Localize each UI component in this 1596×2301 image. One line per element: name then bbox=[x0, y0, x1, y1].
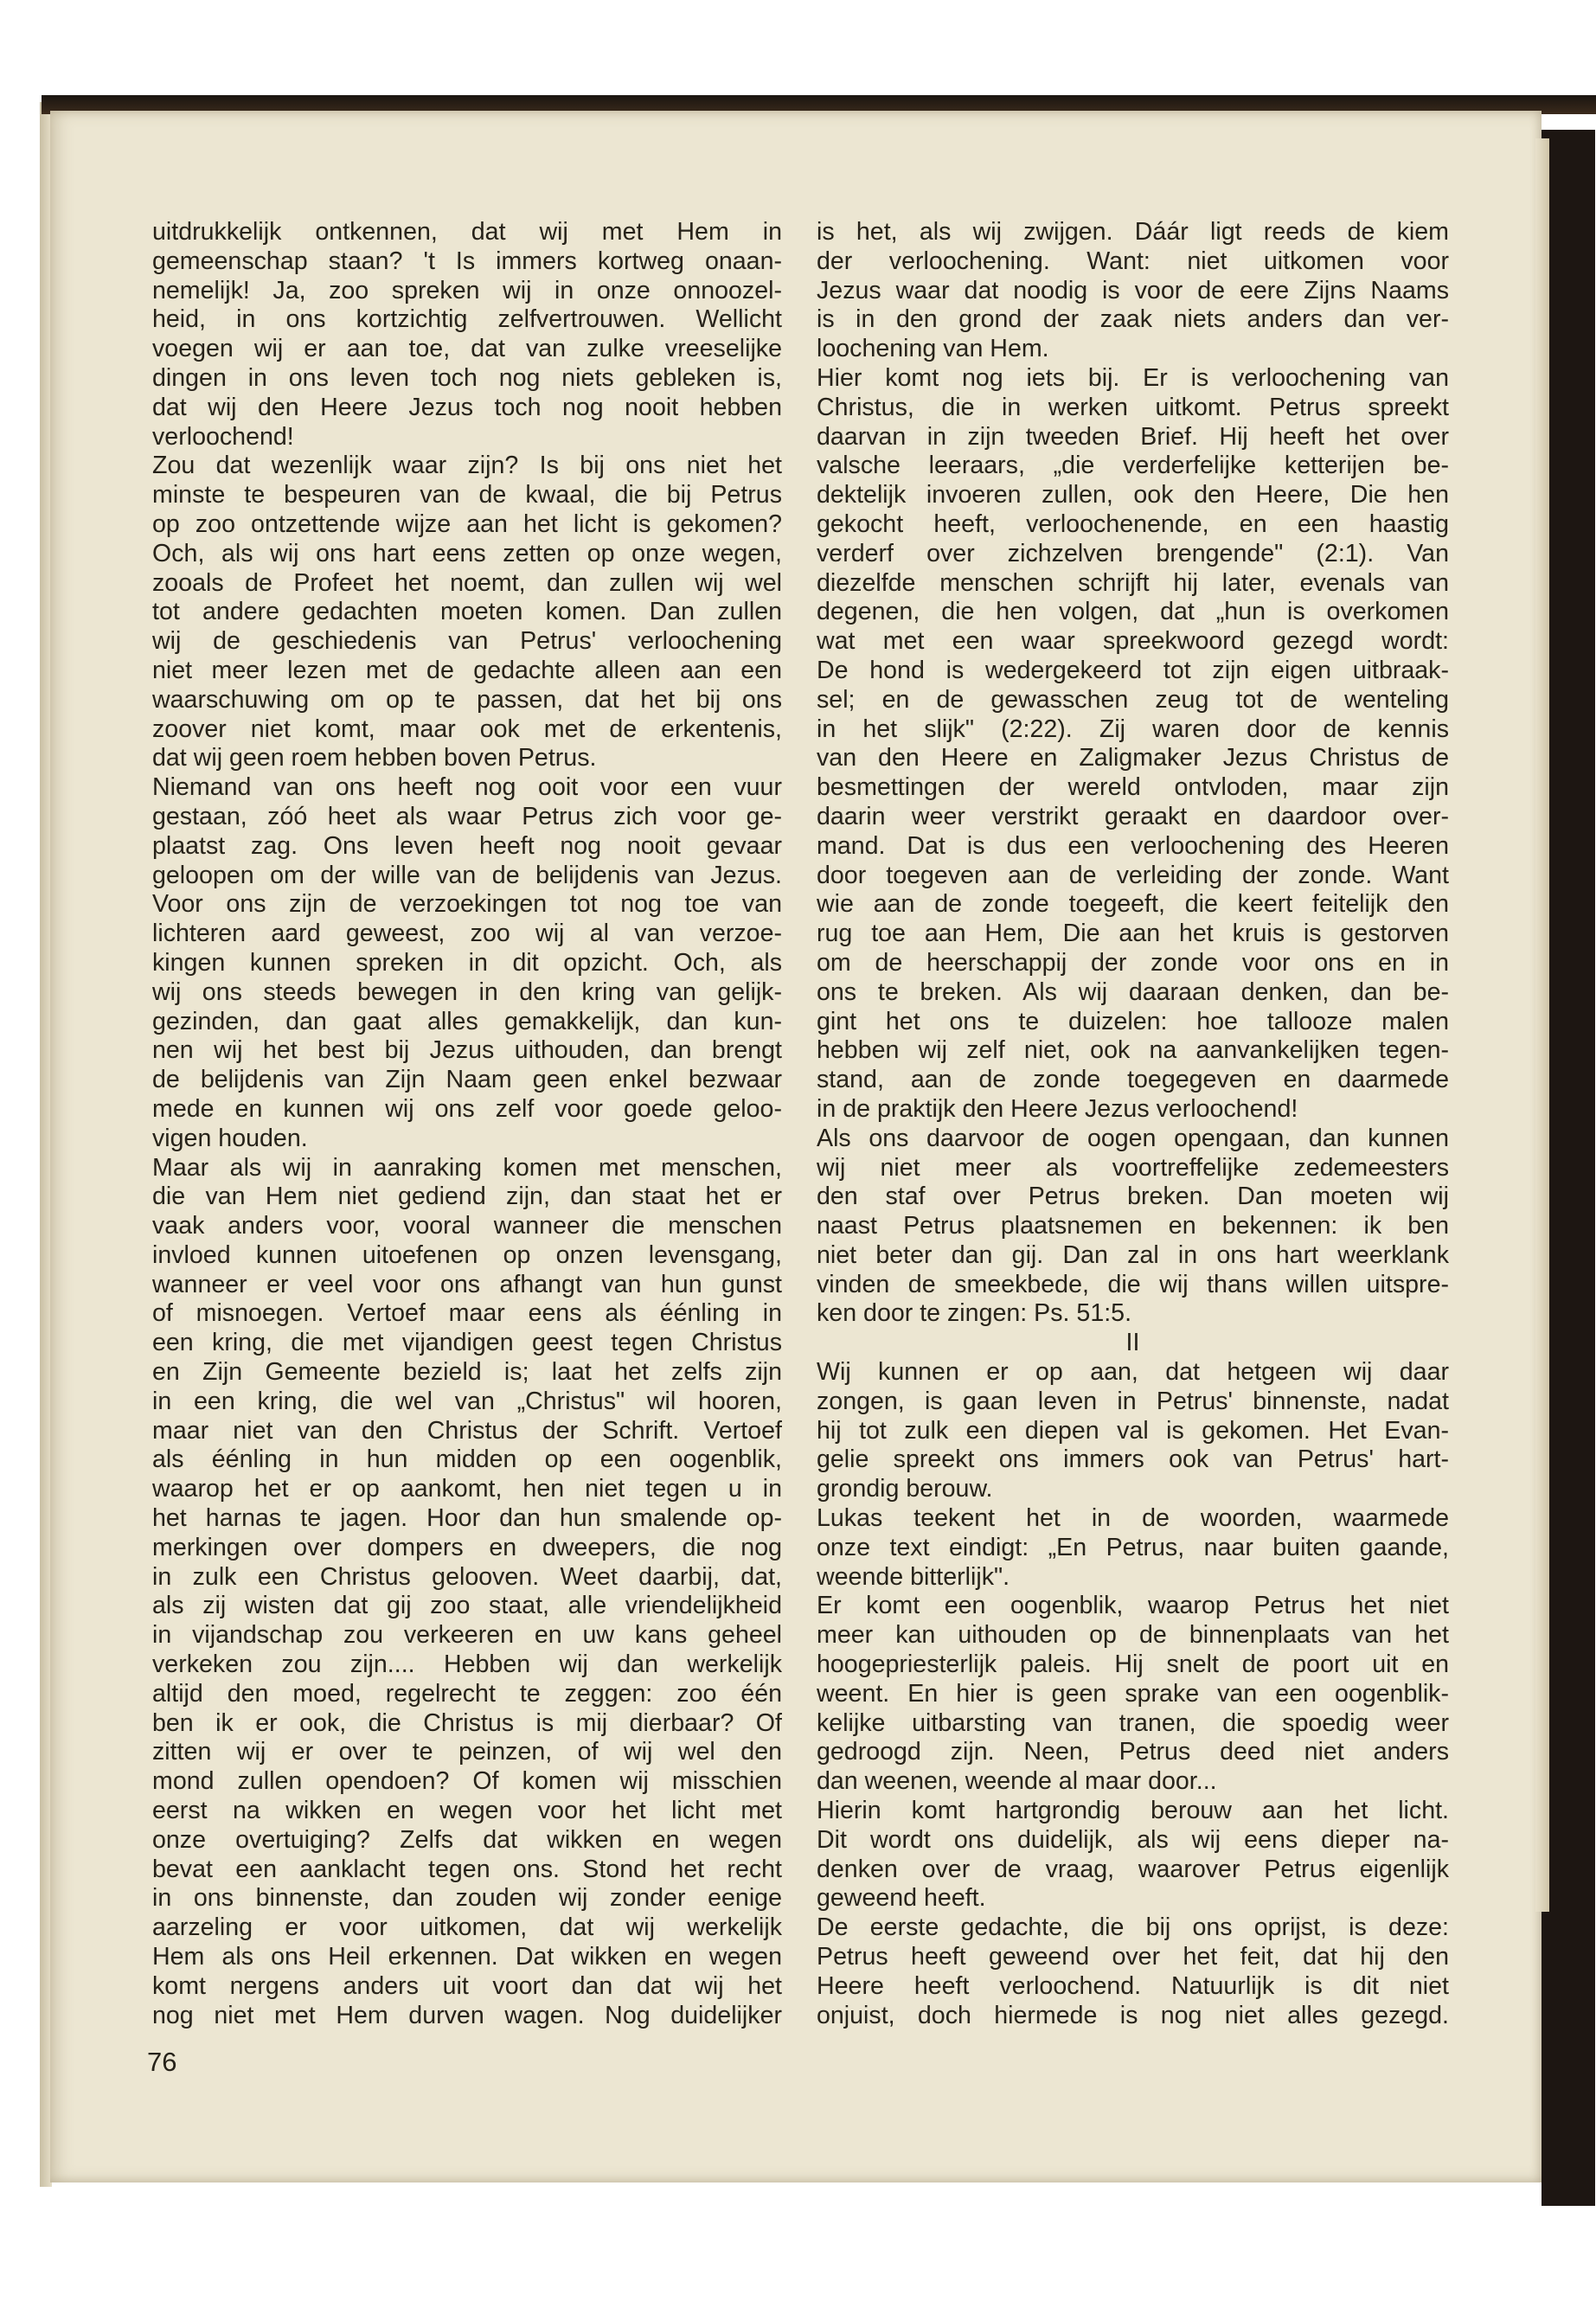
text-line: gelie spreekt ons immers ook van Petrus' hart- bbox=[817, 1445, 1449, 1474]
text-line: Zou dat wezenlijk waar zijn? Is bij ons niet het bbox=[152, 452, 782, 480]
text-line: niet beter dan gij. Dan zal in ons hart weerklank bbox=[817, 1240, 1449, 1269]
text-line: onze overtuiging? Zelfs dat wikken en wegen bbox=[152, 1825, 782, 1854]
text-line: wij ons steeds bewegen in den kring van gelijk- bbox=[152, 977, 782, 1006]
text-line: der verloochening. Want: niet uitkomen voor bbox=[817, 247, 1449, 275]
text-line: nen wij het best bij Jezus uithouden, dan brengt bbox=[152, 1036, 782, 1065]
text-line: in vijandschap zou verkeeren en uw kans geheel bbox=[152, 1621, 782, 1650]
text-line: weent. En hier is geen sprake van een oogenblik- bbox=[817, 1679, 1449, 1708]
text-line: zoover niet komt, maar ook met de erkentenis, bbox=[152, 715, 782, 743]
text-line: grondig berouw. bbox=[817, 1475, 993, 1503]
text-line: verderf over zichzelven brengende" (2:1). Van bbox=[817, 539, 1449, 567]
text-line: gedroogd zijn. Neen, Petrus deed niet anders bbox=[817, 1738, 1449, 1766]
text-line: besmettingen der wereld ontvloden, maar zijn bbox=[817, 773, 1449, 802]
text-line: Petrus heeft geweend over het feit, dat hij den bbox=[817, 1943, 1449, 1971]
text-line: merkingen over dompers en dweepers, die nog bbox=[152, 1533, 782, 1561]
text-line: uitdrukkelijk ontkennen, dat wij met Hem in bbox=[152, 218, 782, 246]
text-line: zooals de Profeet het noemt, dan zullen wij wel bbox=[152, 568, 782, 597]
text-line: degenen, die hen volgen, dat „hun is overkomen bbox=[817, 598, 1449, 626]
right-text-column bbox=[817, 218, 1449, 2030]
text-line: verkeken zou zijn.... Hebben wij dan werkelijk bbox=[152, 1650, 782, 1679]
text-line: niet meer lezen met de gedachte alleen aan een bbox=[152, 656, 782, 684]
text-line: verloochend! bbox=[152, 422, 294, 451]
text-line: op zoo ontzettende wijze aan het licht is gekomen? bbox=[152, 510, 782, 538]
text-line: Heere heeft verloochend. Natuurlijk is dit niet bbox=[817, 1971, 1449, 2000]
text-line: nemelijk! Ja, zoo spreken wij in onze onnoozel- bbox=[152, 276, 782, 304]
text-line: in de praktijk den Heere Jezus verloochend! bbox=[817, 1094, 1298, 1123]
text-line: die van Hem niet gediend zijn, dan staat het er bbox=[152, 1183, 782, 1211]
text-line: heid, in ons kortzichtig zelfvertrouwen. Wellicht bbox=[152, 305, 782, 334]
text-line: kelijke uitbarsting van tranen, die spoedig weer bbox=[817, 1708, 1449, 1737]
text-line: dat wij geen roem hebben boven Petrus. bbox=[152, 744, 597, 772]
text-line: tot andere gedachten moeten komen. Dan zullen bbox=[152, 598, 782, 626]
text-line: in zulk een Christus gelooven. Weet daarbij, dat, bbox=[152, 1562, 782, 1591]
text-line: Dit wordt ons duidelijk, als wij eens dieper na- bbox=[817, 1825, 1449, 1854]
text-line: wij niet meer als voortreffelijke zedemeesters bbox=[817, 1153, 1449, 1182]
text-line: Wij kunnen er op aan, dat hetgeen wij daar bbox=[817, 1358, 1449, 1387]
text-line: zitten wij er over te peinzen, of wij wel den bbox=[152, 1738, 782, 1766]
text-line: om de heerschappij der zonde voor ons en in bbox=[817, 948, 1449, 977]
text-line: bevat een aanklacht tegen ons. Stond het recht bbox=[152, 1855, 782, 1883]
text-line: daarin weer verstrikt geraakt en daardoor over- bbox=[817, 802, 1449, 830]
text-line: Als ons daarvoor de oogen opengaan, dan kunnen bbox=[817, 1124, 1449, 1152]
text-line: dan weenen, weende al maar door... bbox=[817, 1767, 1217, 1796]
text-line: vaak anders voor, vooral wanneer die menschen bbox=[152, 1212, 782, 1240]
text-line: Niemand van ons heeft nog ooit voor een vuur bbox=[152, 773, 782, 802]
text-line: is in den grond der zaak niets anders dan ver- bbox=[817, 305, 1449, 334]
text-line: dat wij den Heere Jezus toch nog nooit hebben bbox=[152, 393, 782, 421]
text-line: geloopen om der wille van de belijdenis van Jezus. bbox=[152, 861, 782, 889]
text-line: in een kring, die wel van „Christus" wil hooren, bbox=[152, 1387, 782, 1415]
text-line: is het, als wij zwijgen. Dáár ligt reeds de kiem bbox=[817, 218, 1449, 246]
text-line: lichteren aard geweest, zoo wij al van verzoe- bbox=[152, 920, 782, 948]
text-line: hoogepriesterlijk paleis. Hij snelt de poort uit en bbox=[817, 1650, 1449, 1679]
text-line: gezinden, dan gaat alles gemakkelijk, dan kun- bbox=[152, 1007, 782, 1035]
text-line: minste te bespeuren van de kwaal, die bij Petrus bbox=[152, 481, 782, 510]
text-line: denken over de vraag, waarover Petrus eigenlijk bbox=[817, 1855, 1449, 1883]
text-line: onjuist, doch hiermede is nog niet alles gezegd. bbox=[817, 2001, 1449, 2029]
text-line: dektelijk invoeren zullen, ook den Heere, Die hen bbox=[817, 481, 1449, 510]
text-line: Maar als wij in aanraking komen met menschen, bbox=[152, 1153, 782, 1182]
text-line: en Zijn Gemeente bezield is; laat het zelfs zijn bbox=[152, 1358, 782, 1387]
text-line: Hier komt nog iets bij. Er is verloochening van bbox=[817, 363, 1449, 392]
text-line: invloed kunnen uitoefenen op onzen levensgang, bbox=[152, 1240, 782, 1269]
text-line: nog niet met Hem durven wagen. Nog duidelijker bbox=[152, 2001, 782, 2029]
text-line: Hem als ons Heil erkennen. Dat wikken en wegen bbox=[152, 1943, 782, 1971]
text-line: Och, als wij ons hart eens zetten op onze wegen, bbox=[152, 539, 782, 567]
text-line: gint het ons te duizelen: hoe tallooze malen bbox=[817, 1007, 1449, 1035]
text-line: onze text eindigt: „En Petrus, naar buiten gaande, bbox=[817, 1533, 1449, 1561]
text-line: gekocht heeft, verloochenende, en een haastig bbox=[817, 510, 1449, 538]
left-text-column bbox=[152, 218, 782, 2030]
text-line: Jezus waar dat noodig is voor de eere Zijns Naams bbox=[817, 276, 1449, 304]
text-line: loochening van Hem. bbox=[817, 335, 1049, 363]
text-line: komt nergens anders uit voort dan dat wij het bbox=[152, 1971, 782, 2000]
text-line: een kring, die met vijandigen geest tegen Christus bbox=[152, 1329, 782, 1357]
text-line: gemeenschap staan? 't Is immers kortweg onaan- bbox=[152, 247, 782, 275]
text-line: diezelfde menschen schrijft hij later, evenals van bbox=[817, 568, 1449, 597]
text-line: door toegeven aan de verleiding der zonde. Want bbox=[817, 861, 1449, 889]
text-line: ken door te zingen: Ps. 51:5. bbox=[817, 1299, 1132, 1328]
text-line: Christus, die in werken uitkomt. Petrus spreekt bbox=[817, 393, 1449, 421]
text-line: zongen, is gaan leven in Petrus' binnenste, nadat bbox=[817, 1387, 1449, 1415]
text-line: maar niet van den Christus der Schrift. Vertoef bbox=[152, 1416, 782, 1445]
text-line: vigen houden. bbox=[152, 1124, 308, 1152]
text-line: ons te breken. Als wij daaraan denken, dan be- bbox=[817, 977, 1449, 1006]
text-line: ben ik er ook, die Christus is mij dierbaar? Of bbox=[152, 1708, 782, 1737]
text-line: vinden de smeekbede, die wij thans willen uitspre- bbox=[817, 1270, 1449, 1298]
text-line: meer kan uithouden op de binnenplaats van het bbox=[817, 1621, 1449, 1650]
text-line: of misnoegen. Vertoef maar eens als éénling in bbox=[152, 1299, 782, 1328]
book-binding bbox=[1542, 130, 1595, 2206]
text-line: mond zullen opendoen? Of komen wij misschien bbox=[152, 1767, 782, 1796]
text-line: sel; en de gewasschen zeug tot de wenteling bbox=[817, 685, 1449, 714]
text-line: stand, aan de zonde toegegeven en daarmede bbox=[817, 1066, 1449, 1094]
page-fold bbox=[1535, 138, 1549, 1912]
text-line: De eerste gedachte, die bij ons oprijst, is deze: bbox=[817, 1913, 1449, 1942]
text-line: voegen wij er aan toe, dat van zulke vreeselijke bbox=[152, 335, 782, 363]
text-line: wie aan de zonde toegeeft, die keert feitelijk den bbox=[817, 890, 1449, 919]
text-line: daarvan in zijn tweeden Brief. Hij heeft het over bbox=[817, 422, 1449, 451]
text-line: II bbox=[1125, 1329, 1140, 1357]
text-line: altijd den moed, regelrecht te zeggen: zoo één bbox=[152, 1679, 782, 1708]
text-line: hij tot zulk een diepen val is gekomen. Het Evan- bbox=[817, 1416, 1449, 1445]
text-line: aarzeling er voor uitkomen, dat wij werkelijk bbox=[152, 1913, 782, 1942]
text-line: het harnas te jagen. Hoor dan hun smalende op- bbox=[152, 1504, 782, 1533]
text-line: de belijdenis van Zijn Naam geen enkel bezwaar bbox=[152, 1066, 782, 1094]
text-line: als éénling in hun midden op een oogenblik, bbox=[152, 1445, 782, 1474]
text-line: weende bitterlijk". bbox=[817, 1562, 1010, 1591]
text-line: kingen kunnen spreken in dit opzicht. Och, als bbox=[152, 948, 782, 977]
text-line: in het slijk" (2:22). Zij waren door de kennis bbox=[817, 715, 1449, 743]
text-line: wat met een waar spreekwoord gezegd wordt: bbox=[817, 627, 1449, 656]
text-line: Hierin komt hartgrondig berouw aan het licht. bbox=[817, 1797, 1449, 1825]
text-line: den staf over Petrus breken. Dan moeten wij bbox=[817, 1183, 1449, 1211]
text-line: eerst na wikken en wegen voor het licht met bbox=[152, 1797, 782, 1825]
text-line: waarop het er op aankomt, hen niet tegen u in bbox=[152, 1475, 782, 1503]
text-line: mand. Dat is dus een verloochening des Heeren bbox=[817, 831, 1449, 860]
text-line: Er komt een oogenblik, waarop Petrus het niet bbox=[817, 1592, 1449, 1620]
page-number: 76 bbox=[147, 2047, 177, 2077]
text-line: als zij wisten dat gij zoo staat, alle vriendelijkheid bbox=[152, 1592, 782, 1620]
text-line: naast Petrus plaatsnemen en bekennen: ik ben bbox=[817, 1212, 1449, 1240]
text-line: plaatst zag. Ons leven heeft nog nooit gevaar bbox=[152, 831, 782, 860]
text-line: Lukas teekent het in de woorden, waarmede bbox=[817, 1504, 1449, 1533]
text-line: hebben wij zelf niet, ook na aanvankelijken tegen- bbox=[817, 1036, 1449, 1065]
text-line: in ons binnenste, dan zouden wij zonder eenige bbox=[152, 1884, 782, 1913]
text-line: dingen in ons leven toch nog niets gebleken is, bbox=[152, 363, 782, 392]
text-line: Voor ons zijn de verzoekingen tot nog toe van bbox=[152, 890, 782, 919]
text-line: wij de geschiedenis van Petrus' verloochening bbox=[152, 627, 782, 656]
text-line: valsche leeraars, „die verderfelijke ketterijen be- bbox=[817, 452, 1449, 480]
text-line: wanneer er veel voor ons afhangt van hun gunst bbox=[152, 1270, 782, 1298]
text-line: waarschuwing om op te passen, dat het bij ons bbox=[152, 685, 782, 714]
text-line: van den Heere en Zaligmaker Jezus Christus de bbox=[817, 744, 1449, 772]
text-line: geweend heeft. bbox=[817, 1884, 986, 1913]
text-line: rug toe aan Hem, Die aan het kruis is gestorven bbox=[817, 920, 1449, 948]
text-line: De hond is wedergekeerd tot zijn eigen uitbraak- bbox=[817, 656, 1449, 684]
text-line: gestaan, zóó heet als waar Petrus zich voor ge- bbox=[152, 802, 782, 830]
text-line: mede en kunnen wij ons zelf voor goede geloo- bbox=[152, 1094, 782, 1123]
